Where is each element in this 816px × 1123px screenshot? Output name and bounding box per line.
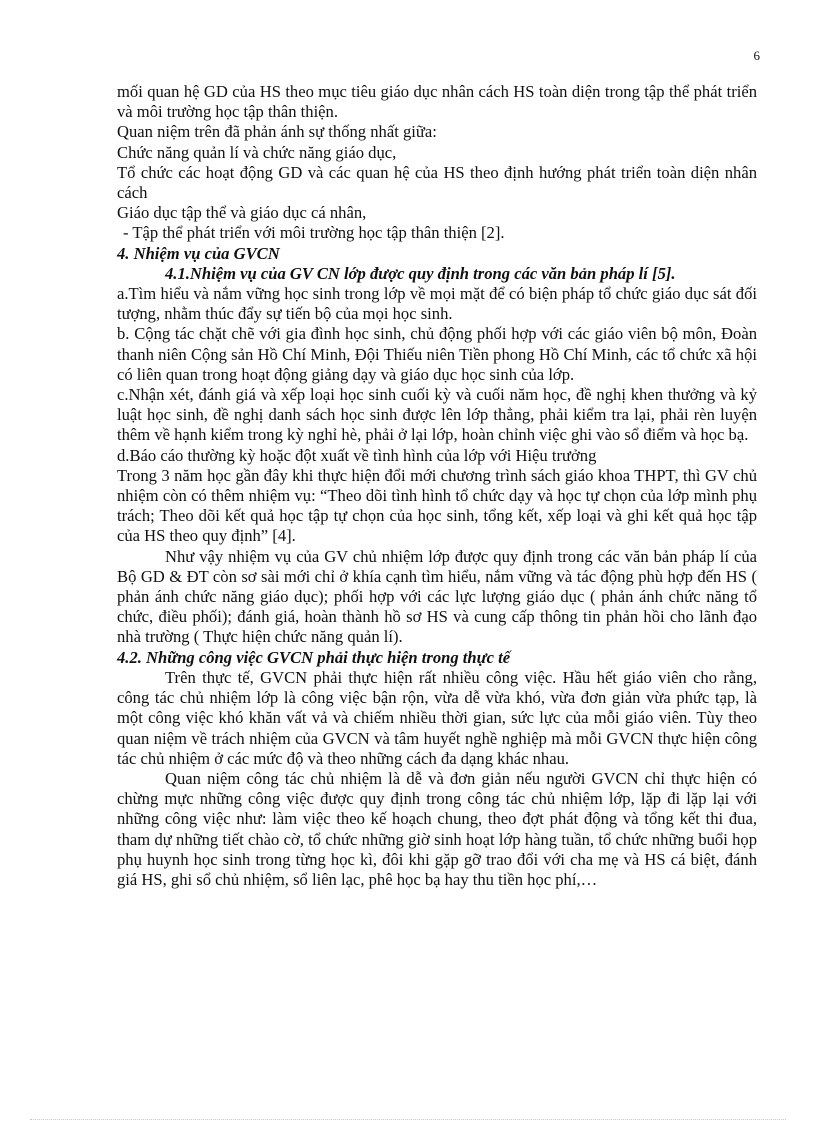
section-heading: 4. Nhiệm vụ của GVCN (117, 243, 280, 263)
paragraph: Quan niệm công tác chủ nhiệm là dễ và đơn giản nếu người GVCN chỉ thực hiện có chừng mực những công việc được quy định trong công tác chủ nhiệm lớp, lặp đi lặp lại với những công việc như: làm việc theo kế hoạch chung, theo đợt phát động và tổng kết thi đua, tham dự những tiết chào cờ, tổ chức những giờ sinh hoạt lớp hàng tuần, tổ chức những buổi họp phụ huynh học sinh trong từng học kì, đôi khi gặp gỡ trao đổi với cha mẹ và HS cá biệt, đánh giá HS, ghi sổ chủ nhiệm, sổ liên lạc, phê học bạ hay thu tiền học phí,… (117, 768, 757, 889)
paragraph: Quan niệm trên đã phản ánh sự thống nhất giữa: (117, 122, 437, 142)
paragraph: mối quan hệ GD của HS theo mục tiêu giáo dục nhân cách HS toàn diện trong tập thể phát triển và môi trường học tập thân thiện. (117, 82, 757, 122)
paragraph: a.Tìm hiểu và nắm vững học sinh trong lớp về mọi mặt để có biện pháp tổ chức giáo dục sát đối tượng, nhằm thúc đẩy sự tiến bộ của mọi học sinh. (117, 284, 757, 324)
paragraph: d.Báo cáo thường kỳ hoặc đột xuất về tình hình của lớp với Hiệu trưởng (117, 445, 597, 465)
paragraph: Trong 3 năm học gần đây khi thực hiện đổi mới chương trình sách giáo khoa THPT, thì GV chủ nhiệm còn có thêm nhiệm vụ: “Theo dõi tình hình tổ chức dạy và học tự chọn của lớp mình phụ trách; Theo dõi kết quả học tập tự chọn của học sinh, tổng kết, xếp loại và ghi kết quả học tập của HS theo quy định” [4]. (117, 465, 757, 546)
document-body (117, 82, 757, 890)
subsection-heading: 4.1.Nhiệm vụ của GV CN lớp được quy định trong các văn bản pháp lí [5]. (165, 263, 676, 283)
section-heading: 4.2. Những công việc GVCN phải thực hiện trong thực tế (117, 647, 511, 667)
page-bottom-divider (30, 1119, 786, 1120)
paragraph: Tổ chức các hoạt động GD và các quan hệ của HS theo định hướng phát triển toàn diện nhân cách (117, 162, 757, 203)
paragraph: Chức năng quản lí và chức năng giáo dục, (117, 142, 397, 162)
paragraph: Như vậy nhiệm vụ của GV chủ nhiệm lớp được quy định trong các văn bản pháp lí của Bộ GD & ĐT còn sơ sài mới chỉ ở khía cạnh tìm hiểu, nắm vững và tác động phù hợp đến HS ( phản ánh chức năng giáo dục); phối hợp với các lực lượng giáo dục ( phản ánh chức năng tổ chức, điều phối); đánh giá, hoàn thành hồ sơ HS và cung cấp thông tin phản hồi cho lãnh đạo nhà trường ( Thực hiện chức năng quản lí). (117, 546, 757, 647)
bullet-item: - Tập thể phát triển với môi trường học tập thân thiện [2]. (123, 223, 505, 243)
page-number: 6 (753, 48, 760, 63)
paragraph: Giáo dục tập thể và giáo dục cá nhân, (117, 203, 367, 223)
paragraph: Trên thực tế, GVCN phải thực hiện rất nhiều công việc. Hầu hết giáo viên cho rằng, công tác chủ nhiệm lớp là công việc bận rộn, vừa dễ vừa khó, vừa đơn giản vừa phức tạp, là một công việc khó khăn vất vả và chiếm nhiều thời gian, sức lực của mỗi giáo viên. Tùy theo quan niệm về trách nhiệm của GVCN và tâm huyết nghề nghiệp mà mỗi GVCN thực hiện công tác chủ nhiệm ở các mức độ và theo những cách đa dạng khác nhau. (117, 667, 757, 768)
paragraph: c.Nhận xét, đánh giá và xếp loại học sinh cuối kỳ và cuối năm học, đề nghị khen thưởng và kỷ luật học sinh, đề nghị danh sách học sinh được lên lớp thẳng, phải kiểm tra lại, phải rèn luyện thêm về hạnh kiểm trong kỳ nghỉ hè, phải ở lại lớp, hoàn chỉnh việc ghi vào sổ điểm và học bạ. (117, 385, 757, 445)
paragraph: b. Cộng tác chặt chẽ với gia đình học sinh, chủ động phối hợp với các giáo viên bộ môn, Đoàn thanh niên Cộng sản Hồ Chí Minh, Đội Thiếu niên Tiền phong Hồ Chí Minh, các tổ chức xã hội có liên quan trong hoạt động giảng dạy và giáo dục học sinh của lớp. (117, 324, 757, 384)
